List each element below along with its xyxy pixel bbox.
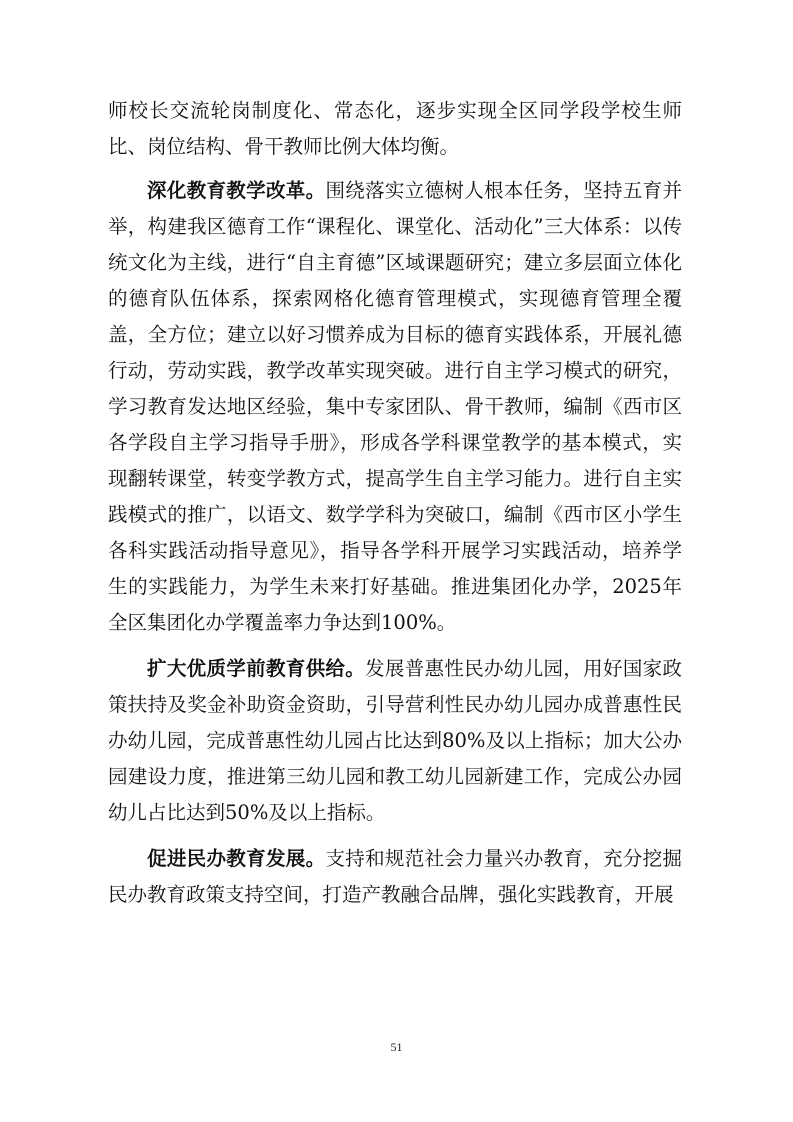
paragraph-heading: 深化教育教学改革。: [147, 179, 326, 202]
paragraph-heading: 扩大优质学前教育供给。: [147, 657, 366, 680]
paragraph-text: 发展普惠性民办幼儿园，用好国家政策扶持及奖金补助资金资助，引导营利性民办幼儿园办成普惠性民办幼儿园，完成普惠性幼儿园占比达到80%及以上指标；加大公办园建设力度，推进第三幼儿园和教工幼儿园新建工作，完成公办园幼儿占比达到50%及以上指标。: [108, 657, 682, 824]
paragraph-private-education: [108, 841, 682, 913]
document-body: [108, 93, 682, 923]
paragraph-text: 支持和规范社会力量兴办教育，充分挖掘民办教育政策支持空间，打造产教融合品牌，强化实践教育，开展: [108, 847, 682, 906]
paragraph-preschool-supply: [108, 651, 682, 831]
paragraph-teaching-reform: [108, 173, 682, 641]
page-number: 51: [390, 1040, 403, 1054]
paragraph-continuation: 师校长交流轮岗制度化、常态化，逐步实现全区同学段学校生师比、岗位结构、骨干教师比例大体均衡。: [108, 99, 682, 158]
paragraph-heading: 促进民办教育发展。: [147, 847, 326, 870]
paragraph-text: 围绕落实立德树人根本任务，坚持五育并举，构建我区德育工作“课程化、课堂化、活动化”三大体系：以传统文化为主线，进行“自主育德”区域课题研究；建立多层面立体化的德育队伍体系，探索网格化德育管理模式，实现德育管理全覆盖，全方位；建立以好习惯养成为目标的德育实践体系，开展礼德行动，劳动实践，教学改革实现突破。进行自主学习模式的研究，学习教育发达地区经验，集中专家团队、骨干教师，编制《西市区各学段自主学习指导手册》，形成各学科课堂教学的基本模式，实现翻转课堂，转变学教方式，提高学生自主学习能力。进行自主实践模式的推广，以语文、数学学科为突破口，编制《西市区小学生各科实践活动指导意见》，指导各学科开展学习实践活动，培养学生的实践能力，为学生未来打好基础。推进集团化办学，2025年全区集团化办学覆盖率力争达到100%。: [108, 179, 682, 634]
